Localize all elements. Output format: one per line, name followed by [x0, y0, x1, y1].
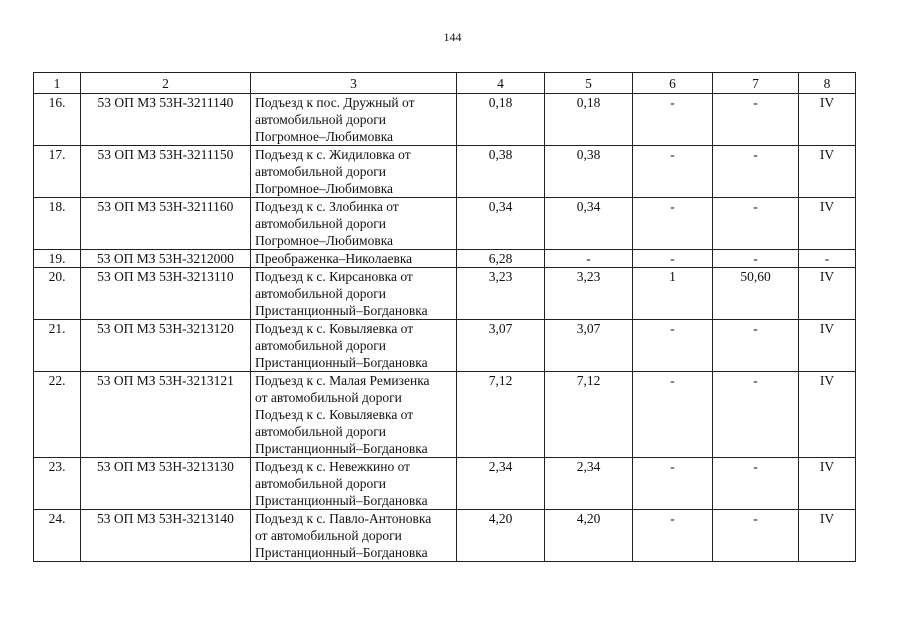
road-code: 53 ОП МЗ 53Н-3213110 [81, 268, 251, 320]
table-row [34, 458, 856, 510]
table-row [34, 198, 856, 250]
col-4-value: 0,38 [457, 146, 545, 198]
road-name: Подъезд к с. Павло-Антоновка от автомобильной дороги Пристанционный–Богдановка [251, 510, 457, 562]
col-8-value: IV [799, 94, 856, 146]
row-number: 17. [34, 146, 81, 198]
col-4-value: 3,23 [457, 268, 545, 320]
col-4-value: 6,28 [457, 250, 545, 268]
road-code: 53 ОП МЗ 53Н-3211160 [81, 198, 251, 250]
col-8-value: IV [799, 458, 856, 510]
header-cell-4: 4 [457, 73, 545, 94]
row-number: 16. [34, 94, 81, 146]
road-name: Подъезд к с. Ковыляевка от автомобильной дороги Пристанционный–Богдановка [251, 320, 457, 372]
col-8-value: - [799, 250, 856, 268]
road-name: Подъезд к с. Малая Ремизенка от автомобильной дороги Подъезд к с. Ковыляевка от автомобильной дороги Пристанционный–Богдановка [251, 372, 457, 458]
col-8-value: IV [799, 268, 856, 320]
col-5-value: 4,20 [545, 510, 633, 562]
col-7-value: - [713, 510, 799, 562]
col-6-value: - [633, 510, 713, 562]
header-cell-6: 6 [633, 73, 713, 94]
header-cell-5: 5 [545, 73, 633, 94]
col-7-value: - [713, 458, 799, 510]
table-row [34, 250, 856, 268]
table-row [34, 320, 856, 372]
road-code: 53 ОП МЗ 53Н-3211140 [81, 94, 251, 146]
table-row [34, 94, 856, 146]
col-5-value: 3,07 [545, 320, 633, 372]
col-6-value: - [633, 250, 713, 268]
col-4-value: 3,07 [457, 320, 545, 372]
row-number: 23. [34, 458, 81, 510]
col-5-value: 0,18 [545, 94, 633, 146]
col-8-value: IV [799, 320, 856, 372]
col-7-value: - [713, 372, 799, 458]
col-4-value: 0,34 [457, 198, 545, 250]
col-4-value: 0,18 [457, 94, 545, 146]
road-name: Подъезд к с. Невежкино от автомобильной дороги Пристанционный–Богдановка [251, 458, 457, 510]
road-name: Подъезд к с. Кирсановка от автомобильной дороги Пристанционный–Богдановка [251, 268, 457, 320]
col-6-value: - [633, 372, 713, 458]
col-8-value: IV [799, 146, 856, 198]
col-7-value: 50,60 [713, 268, 799, 320]
col-5-value: 7,12 [545, 372, 633, 458]
row-number: 24. [34, 510, 81, 562]
table-row [34, 268, 856, 320]
col-6-value: - [633, 320, 713, 372]
col-8-value: IV [799, 510, 856, 562]
col-7-value: - [713, 250, 799, 268]
header-cell-3: 3 [251, 73, 457, 94]
road-code: 53 ОП МЗ 53Н-3213120 [81, 320, 251, 372]
col-8-value: IV [799, 198, 856, 250]
row-number: 22. [34, 372, 81, 458]
col-6-value: - [633, 198, 713, 250]
col-7-value: - [713, 94, 799, 146]
col-5-value: - [545, 250, 633, 268]
road-name: Подъезд к пос. Дружный от автомобильной дороги Погромное–Любимовка [251, 94, 457, 146]
road-code: 53 ОП МЗ 53Н-3212000 [81, 250, 251, 268]
col-4-value: 4,20 [457, 510, 545, 562]
col-4-value: 7,12 [457, 372, 545, 458]
road-code: 53 ОП МЗ 53Н-3213121 [81, 372, 251, 458]
page-number: 144 [443, 30, 462, 44]
col-7-value: - [713, 198, 799, 250]
table-row [34, 146, 856, 198]
road-name: Подъезд к с. Злобинка от автомобильной дороги Погромное–Любимовка [251, 198, 457, 250]
road-name: Преображенка–Николаевка [251, 250, 457, 268]
col-7-value: - [713, 146, 799, 198]
header-cell-8: 8 [799, 73, 856, 94]
road-code: 53 ОП МЗ 53Н-3213130 [81, 458, 251, 510]
road-code: 53 ОП МЗ 53Н-3213140 [81, 510, 251, 562]
col-6-value: - [633, 94, 713, 146]
col-6-value: 1 [633, 268, 713, 320]
header-cell-2: 2 [81, 73, 251, 94]
roads-table [33, 72, 856, 562]
row-number: 21. [34, 320, 81, 372]
col-7-value: - [713, 320, 799, 372]
road-name: Подъезд к с. Жидиловка от автомобильной дороги Погромное–Любимовка [251, 146, 457, 198]
table-row [34, 510, 856, 562]
header-row [34, 73, 856, 94]
col-5-value: 0,34 [545, 198, 633, 250]
row-number: 19. [34, 250, 81, 268]
col-4-value: 2,34 [457, 458, 545, 510]
col-6-value: - [633, 458, 713, 510]
col-5-value: 0,38 [545, 146, 633, 198]
header-cell-7: 7 [713, 73, 799, 94]
row-number: 18. [34, 198, 81, 250]
col-5-value: 2,34 [545, 458, 633, 510]
road-code: 53 ОП МЗ 53Н-3211150 [81, 146, 251, 198]
col-6-value: - [633, 146, 713, 198]
col-5-value: 3,23 [545, 268, 633, 320]
row-number: 20. [34, 268, 81, 320]
header-cell-1: 1 [34, 73, 81, 94]
table-row [34, 372, 856, 458]
col-8-value: IV [799, 372, 856, 458]
